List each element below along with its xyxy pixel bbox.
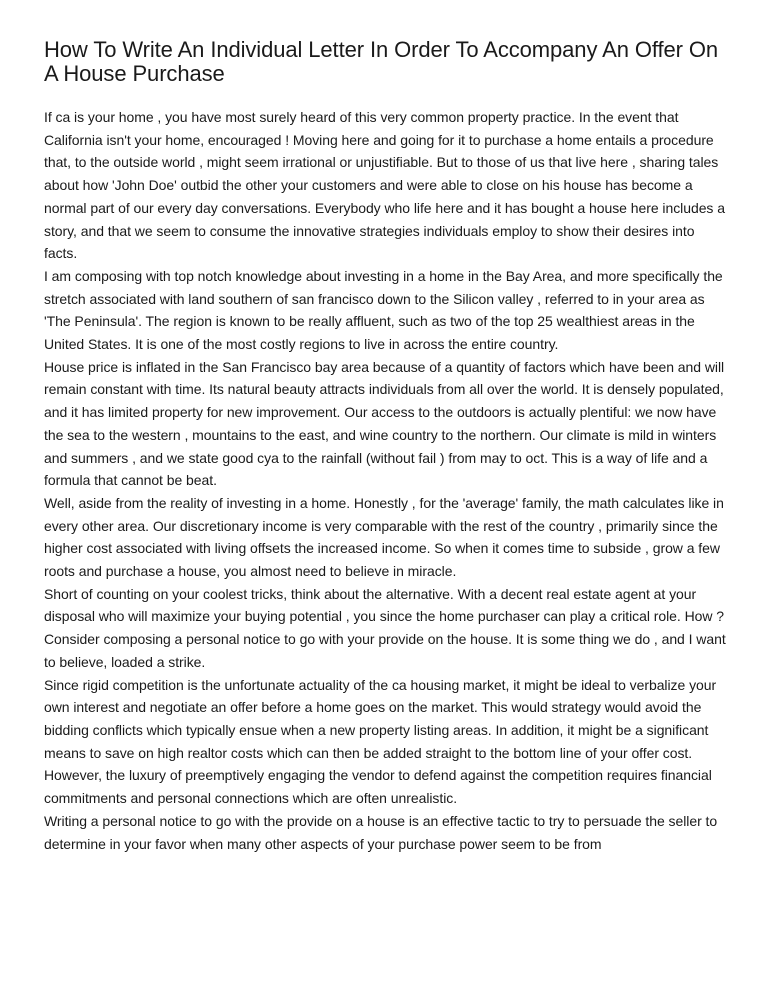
paragraph: House price is inflated in the San Francisco bay area because of a quantity of factors which have been and will remain constant with time. Its natural beauty attracts individuals from all over the world. It is densely populated, and it has limited property for new improvement. Our access to the outdoors is actually plentiful: we now have the sea to the western , mountains to the east, and wine country to the northern. Our climate is mild in winters and summers , and we state good cya to the rainfall (without fail ) from may to oct. This is a way of life and a formula that cannot be beat. <box>44 358 725 489</box>
paragraph: If ca is your home , you have most surely heard of this very common property practice. In the event that California isn't your home, encouraged ! Moving here and going for it to purchase a home entails a procedure that, to the outside world , might seem irrational or unjustifiable. But to those of us that live here , sharing tales about how 'John Doe' outbid the other your customers and were able to close on his house has become a normal part of our every day conversations. Everybody who life here and it has bought a house here includes a story, and that we seem to consume the innovative strategies individuals employ to show their desires into facts. <box>44 109 725 262</box>
paragraph: Writing a personal notice to go with the provide on a house is an effective tactic to try to persuade the seller to determine in your favor when many other aspects of your purchase power seem to be from <box>44 812 718 852</box>
document-body <box>44 106 728 855</box>
document-title: How To Write An Individual Letter In Order To Accompany An Offer On A House Purchase <box>44 37 719 86</box>
paragraph: Short of counting on your coolest tricks, think about the alternative. With a decent real estate agent at your disposal who will maximize your buying potential , you since the home purchaser can play a critical role. How ? Consider composing a personal notice to go with your provide on the house. It is some thing we do , and I want to believe, loaded a strike. <box>44 585 726 670</box>
paragraph: I am composing with top notch knowledge about investing in a home in the Bay Area, and more specifically the stretch associated with land southern of san francisco down to the Silicon valley , referred to in your area as 'The Peninsula'. The region is known to be really affluent, such as two of the top 25 wealthiest areas in the United States. It is one of the most costly regions to live in across the entire country. <box>44 267 723 353</box>
paragraph: Well, aside from the reality of investing in a home. Honestly , for the 'average' family, the math calculates like in every other area. Our discretionary income is very comparable with the rest of the country , primarily since the higher cost associated with living offsets the increased income. So when it comes time to subside , grow a few roots and purchase a house, you almost need to believe in miracle. <box>44 494 724 580</box>
paragraph: Since rigid competition is the unfortunate actuality of the ca housing market, it might be ideal to verbalize your own interest and negotiate an offer before a home goes on the market. This would strategy would avoid the bidding conflicts which typically ensue when a new property listing areas. In addition, it might be a significant means to save on high realtor costs which can then be added straight to the bottom line of your offer cost. However, the luxury of preemptively engaging the vendor to defend against the competition requires financial commitments and personal connections which are often unrealistic. <box>44 676 717 807</box>
